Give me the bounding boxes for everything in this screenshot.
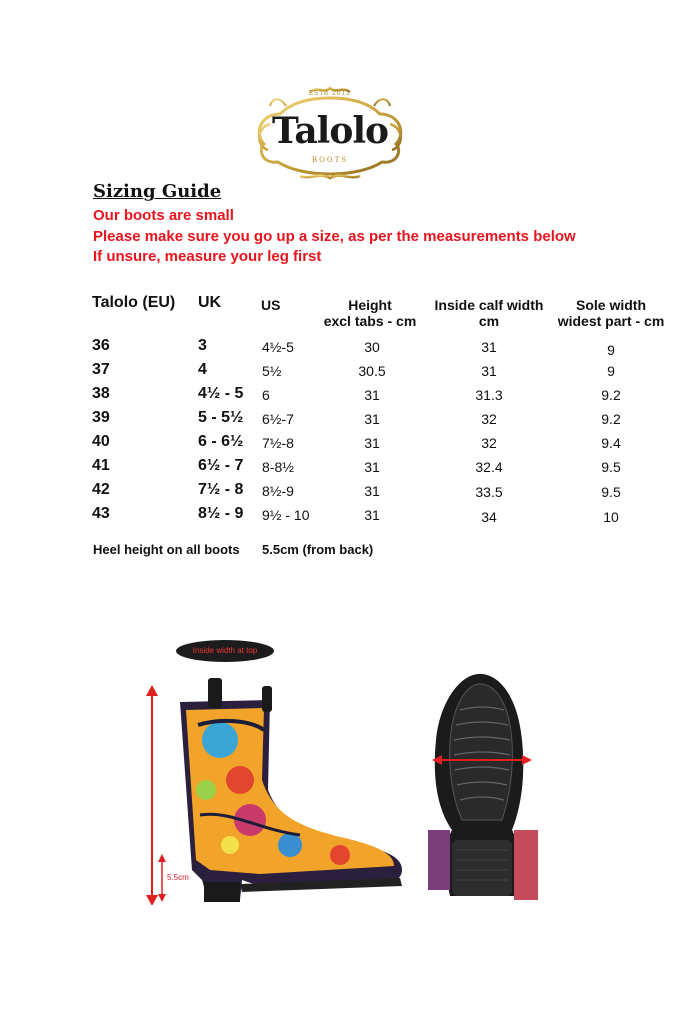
- cell-us: 5½: [262, 363, 282, 379]
- cell-sole: 9.2: [601, 387, 621, 403]
- cell-height: 31: [364, 507, 380, 523]
- cell-sole: 9.2: [601, 411, 621, 427]
- cell-eu: 36: [92, 337, 110, 354]
- logo-subtitle: BOOTS: [311, 156, 349, 164]
- inside-width-label: Inside width at top: [176, 640, 274, 662]
- boot-sole-image: [422, 670, 542, 906]
- heel-height-label: 5.5cm: [167, 873, 189, 882]
- cell-height: 31: [364, 387, 380, 403]
- cell-sole: 9: [607, 342, 615, 358]
- cell-eu: 37: [92, 361, 110, 378]
- cell-us: 4½-5: [262, 339, 294, 355]
- cell-height: 31: [364, 411, 380, 427]
- header-us: US: [261, 297, 281, 313]
- cell-height: 30: [364, 339, 380, 355]
- cell-sole: 9: [607, 363, 615, 379]
- header-calf: [428, 297, 550, 329]
- header-sole-line1: Sole width: [576, 297, 646, 313]
- header-calf-line1: Inside calf width: [434, 297, 544, 313]
- cell-sole: 9.5: [601, 459, 621, 475]
- header-eu: Talolo (EU): [92, 294, 176, 311]
- warning-line-2: Please make sure you go up a size, as per the measurements below: [93, 228, 576, 245]
- boot-sole-illustration: [422, 670, 542, 906]
- logo-wordmark: Talolo: [271, 110, 389, 152]
- boot-side-illustration: [140, 630, 410, 905]
- cell-us: 9½ - 10: [262, 507, 310, 523]
- cell-uk: 3: [198, 337, 207, 354]
- header-uk: UK: [198, 294, 222, 311]
- cell-uk: 4½ - 5: [198, 385, 244, 402]
- cell-sole: 10: [603, 509, 619, 525]
- header-height: [320, 297, 420, 329]
- cell-height: 31: [364, 459, 380, 475]
- header-sole-line2: widest part - cm: [557, 313, 665, 329]
- cell-us: 7½-8: [262, 435, 294, 451]
- cell-us: 8½-9: [262, 483, 294, 499]
- header-calf-line2: cm: [478, 313, 500, 329]
- cell-eu: 40: [92, 433, 110, 450]
- heel-note-value: 5.5cm (from back): [262, 542, 374, 557]
- cell-calf: 34: [481, 509, 497, 525]
- cell-sole: 9.4: [601, 435, 621, 451]
- cell-us: 8-8½: [262, 459, 294, 475]
- heel-note-label: Heel height on all boots: [93, 542, 240, 557]
- page-title: Sizing Guide: [93, 181, 222, 202]
- cell-uk: 8½ - 9: [198, 505, 244, 522]
- cell-us: 6½-7: [262, 411, 294, 427]
- cell-height: 30.5: [358, 363, 386, 379]
- cell-uk: 5 - 5½: [198, 409, 244, 426]
- cell-calf: 31: [481, 363, 497, 379]
- header-height-line1: Height: [348, 297, 392, 313]
- cell-calf: 32: [481, 435, 497, 451]
- cell-uk: 7½ - 8: [198, 481, 244, 498]
- cell-calf: 33.5: [475, 484, 503, 500]
- warning-line-3: If unsure, measure your leg first: [93, 248, 322, 265]
- header-height-line2: excl tabs - cm: [323, 313, 417, 329]
- boot-side-image: [140, 630, 410, 905]
- cell-sole: 9.5: [601, 484, 621, 500]
- cell-height: 31: [364, 483, 380, 499]
- cell-eu: 43: [92, 505, 110, 522]
- cell-eu: 38: [92, 385, 110, 402]
- cell-eu: 39: [92, 409, 110, 426]
- cell-eu: 41: [92, 457, 110, 474]
- cell-uk: 6 - 6½: [198, 433, 244, 450]
- cell-calf: 31.3: [475, 387, 503, 403]
- cell-eu: 42: [92, 481, 110, 498]
- cell-calf: 32: [481, 411, 497, 427]
- warning-line-1: Our boots are small: [93, 207, 234, 224]
- brand-logo: [250, 84, 410, 180]
- cell-us: 6: [262, 387, 270, 403]
- cell-uk: 4: [198, 361, 207, 378]
- header-sole: [553, 297, 669, 329]
- cell-calf: 31: [481, 339, 497, 355]
- cell-height: 31: [364, 435, 380, 451]
- logo-established: ESTd 2012: [308, 90, 352, 97]
- cell-calf: 32.4: [475, 459, 503, 475]
- cell-uk: 6½ - 7: [198, 457, 244, 474]
